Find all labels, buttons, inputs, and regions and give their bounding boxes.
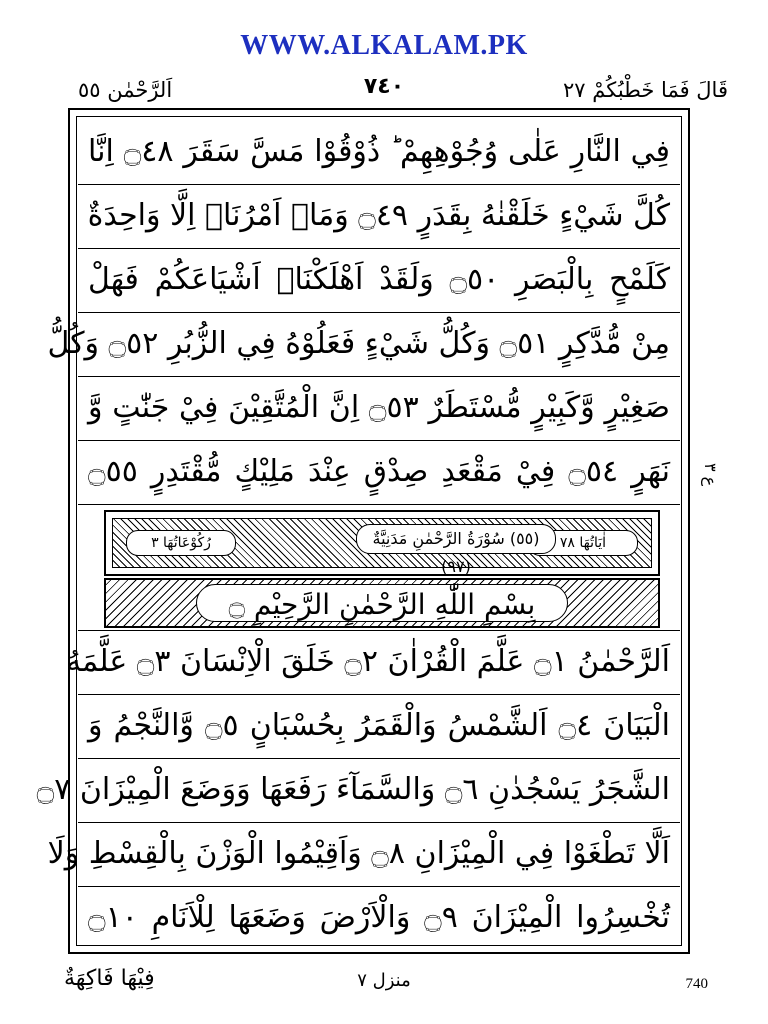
line-rule bbox=[78, 822, 680, 823]
line-rule bbox=[78, 248, 680, 249]
verse-line: كُلَّ شَيْءٍ خَلَقْنٰهُ بِقَدَرٍ ۝٤٩ وَمَاۤ اَمْرُنَاۤ اِلَّا وَاحِدَةٌ bbox=[87, 198, 670, 233]
verse-line: فِي النَّارِ عَلٰى وُجُوْهِهِمْ ؕ ذُوْقُوْا مَسَّ سَقَرَ ۝٤٨ اِنَّا bbox=[88, 134, 670, 169]
page-number: 740 bbox=[685, 976, 708, 992]
site-url[interactable]: WWW.ALKALAM.PK bbox=[240, 30, 528, 61]
verse-line: اَلَّا تَطْغَوْا فِي الْمِيْزَانِ ۝٨ وَاَقِيْمُوا الْوَزْنَ بِالْقِسْطِ وَلَا bbox=[47, 836, 670, 871]
verse-line: مِنْ مُّدَّكِرٍ ۝٥١ وَكُلُّ شَيْءٍ فَعَلُوْهُ فِي الزُّبُرِ ۝٥٢ وَكُلُّ bbox=[47, 326, 670, 361]
ruku-marker: ع ٣ bbox=[701, 463, 720, 487]
line-rule bbox=[78, 630, 680, 631]
verse-line: تُخْسِرُوا الْمِيْزَانَ ۝٩ وَالْاَرْضَ وَضَعَهَا لِلْاَنَامِ ۝١٠ bbox=[88, 900, 671, 935]
line-rule bbox=[78, 376, 680, 377]
surah-ayat-count: اٰيَاتُهَا ٧٨ bbox=[528, 530, 638, 556]
bismillah-band bbox=[104, 578, 660, 628]
verse-line: اَلرَّحْمٰنُ ۝١ عَلَّمَ الْقُرْاٰنَ ۝٢ خَلَقَ الْاِنْسَانَ ۝٣ عَلَّمَهُ bbox=[65, 644, 670, 679]
line-rule bbox=[78, 504, 680, 505]
line-rule bbox=[78, 694, 680, 695]
verse-line: كَلَمْحٍ بِالْبَصَرِ ۝٥٠ وَلَقَدْ اَهْلَكْنَاۤ اَشْيَاعَكُمْ فَهَلْ bbox=[88, 262, 670, 297]
surah-ruku-count: رُكُوْعَاتُهَا ٣ bbox=[126, 530, 236, 556]
manzil-label: منزل ٧ bbox=[357, 970, 411, 991]
header-page-number: ٧٤٠ bbox=[363, 74, 405, 99]
header-surah-name: اَلرَّحْمٰن ٥٥ bbox=[78, 78, 173, 102]
line-rule bbox=[78, 886, 680, 887]
line-rule bbox=[78, 184, 680, 185]
verse-line: نَهَرٍ ۝٥٤ فِيْ مَقْعَدِ صِدْقٍ عِنْدَ مَلِيْكٍ مُّقْتَدِرٍ ۝٥٥ bbox=[88, 454, 670, 489]
line-rule bbox=[78, 758, 680, 759]
catchword: فِيْهَا فَاكِهَةٌ bbox=[64, 966, 155, 991]
verse-line: الشَّجَرُ يَسْجُدٰنِ ۝٦ وَالسَّمَآءَ رَفَعَهَا وَوَضَعَ الْمِيْزَانَ ۝٧ bbox=[36, 772, 670, 807]
header-part-name: قَالَ فَمَا خَطْبُكُمْ ٢٧ bbox=[563, 78, 728, 102]
verse-line: صَغِيْرٍ وَّكَبِيْرٍ مُّسْتَطَرٌ ۝٥٣ اِنَّ الْمُتَّقِيْنَ فِيْ جَنّٰتٍ وَّ bbox=[88, 390, 670, 425]
surah-header-band bbox=[104, 510, 660, 576]
verse-line: الْبَيَانَ ۝٤ اَلشَّمْسُ وَالْقَمَرُ بِحُسْبَانٍ ۝٥ وَّالنَّجْمُ وَ bbox=[88, 708, 671, 743]
surah-title: (٥٥) سُوْرَةُ الرَّحْمٰنِ مَدَنِيَّةٌ (٩٧) bbox=[356, 524, 556, 554]
bismillah-text: بِسْمِ اللّٰهِ الرَّحْمٰنِ الرَّحِيْمِ ۝ bbox=[196, 584, 568, 622]
line-rule bbox=[78, 440, 680, 441]
line-rule bbox=[78, 312, 680, 313]
